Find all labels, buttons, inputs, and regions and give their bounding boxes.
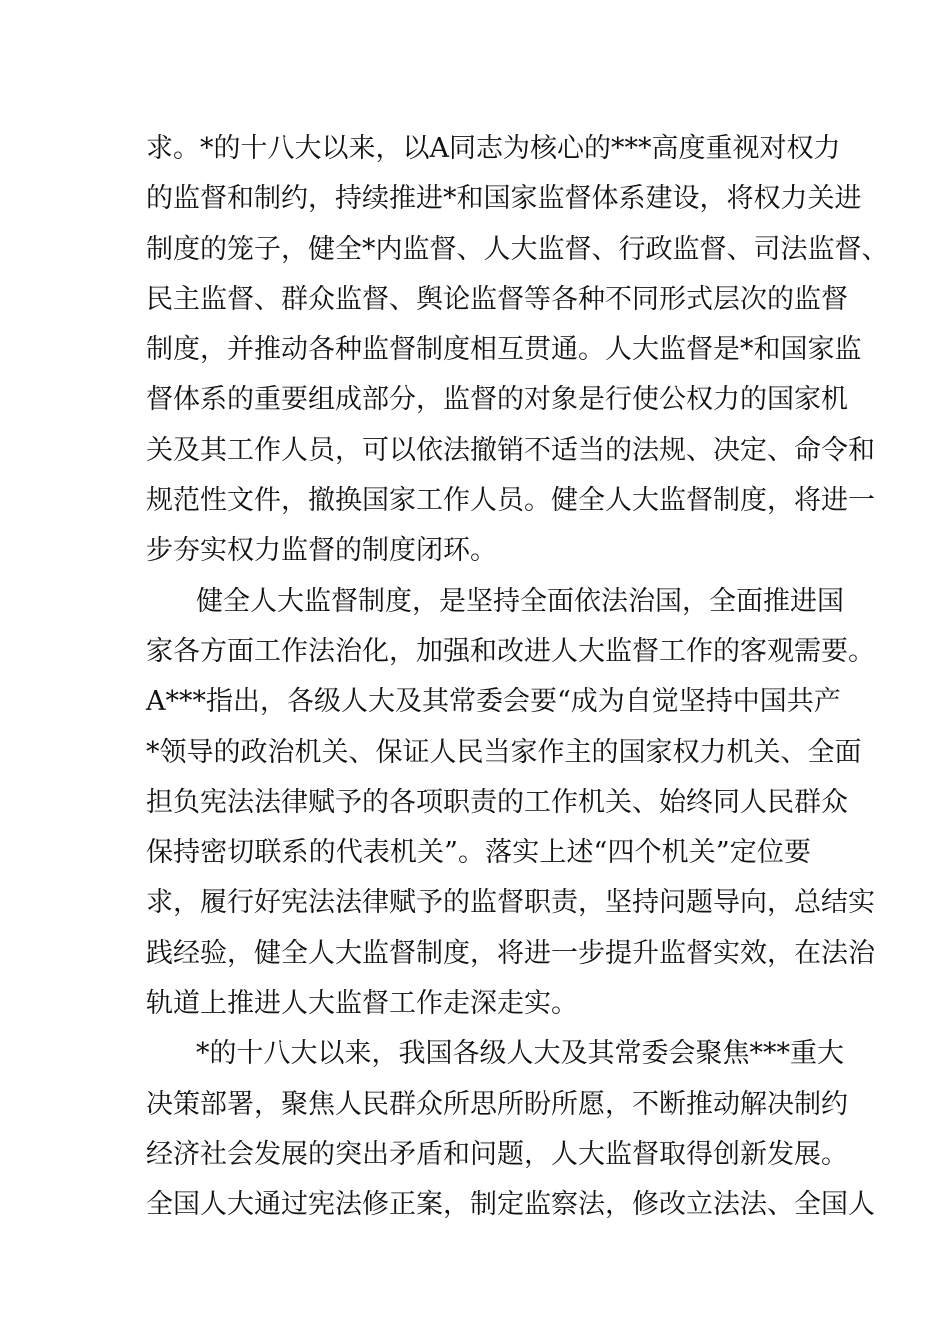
text-line: *领导的政治机关、保证人民当家作主的国家权力机关、全面: [146, 736, 862, 768]
document-body: [146, 124, 889, 1231]
text-line: 践经验，健全人大监督制度，将进一步提升监督实效，在法治: [146, 937, 875, 969]
text-line: 的监督和制约，持续推进*和国家监督体系建设，将权力关进: [146, 183, 862, 215]
text-line: 关及其工作人员，可以依法撤销不适当的法规、决定、命令和: [146, 434, 875, 466]
text-line: 决策部署，聚焦人民群众所思所盼所愿，不断推动解决制约: [146, 1088, 848, 1120]
text-line: 担负宪法法律赋予的各项职责的工作机关、始终同人民群众: [146, 786, 848, 818]
text-line: 轨道上推进人大监督工作走深走实。: [146, 988, 578, 1020]
text-line: 健全人大监督制度，是坚持全面依法治国，全面推进国: [196, 585, 844, 617]
text-line: 求，履行好宪法法律赋予的监督职责，坚持问题导向，总结实: [146, 887, 875, 919]
text-line: 民主监督、群众监督、舆论监督等各种不同形式层次的监督: [146, 283, 848, 315]
text-line: 家各方面工作法治化，加强和改进人大监督工作的客观需要。: [146, 635, 875, 667]
text-line: 制度的笼子，健全*内监督、人大监督、行政监督、司法监督、: [146, 233, 889, 265]
text-line: 经济社会发展的突出矛盾和问题，人大监督取得创新发展。: [146, 1138, 848, 1170]
text-line: 全国人大通过宪法修正案，制定监察法，修改立法法、全国人: [146, 1189, 875, 1221]
text-line: 求。*的十八大以来，以A同志为核心的***高度重视对权力: [146, 133, 841, 164]
text-line: 步夯实权力监督的制度闭环。: [146, 535, 497, 567]
text-line: 保持密切联系的代表机关”。落实上述“四个机关”定位要: [146, 837, 811, 869]
text-line: 制度，并推动各种监督制度相互贯通。人大监督是*和国家监: [146, 334, 862, 366]
text-line: 督体系的重要组成部分，监督的对象是行使公权力的国家机: [146, 384, 848, 416]
text-line: A***指出，各级人大及其常委会要“成为自觉坚持中国共产: [146, 686, 841, 718]
text-line: 规范性文件，撤换国家工作人员。健全人大监督制度，将进一: [146, 485, 875, 517]
text-line: *的十八大以来，我国各级人大及其常委会聚焦***重大: [196, 1038, 844, 1070]
